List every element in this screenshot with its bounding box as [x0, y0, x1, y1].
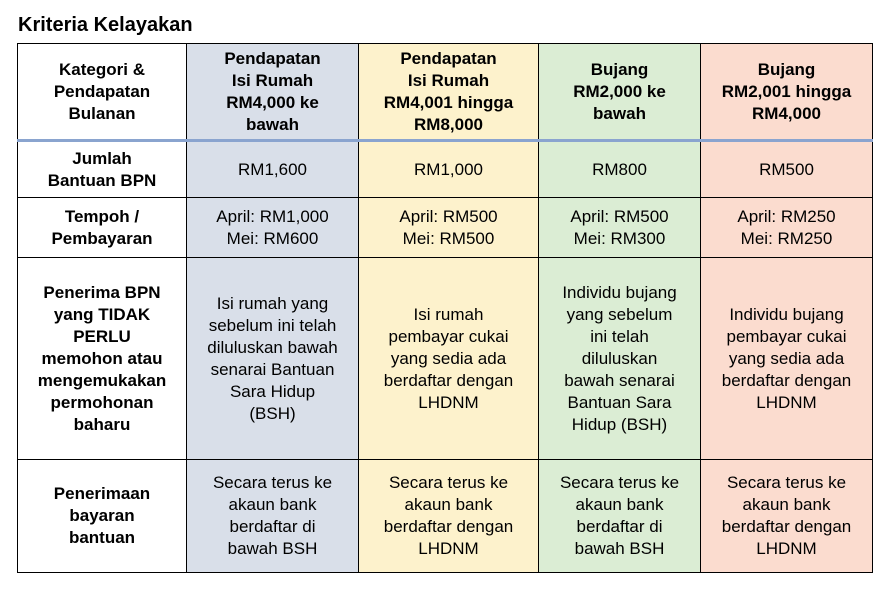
- row-label-line: Penerima BPN: [43, 282, 161, 302]
- table-cell: [187, 258, 359, 460]
- header-line: bawah: [593, 103, 646, 123]
- table-cell: [701, 198, 873, 258]
- cell-line: Secara terus ke: [388, 473, 509, 492]
- cell-line: Isi rumah: [413, 304, 484, 324]
- row-label-amount: [18, 141, 187, 198]
- header-line: Kategori &: [59, 59, 145, 79]
- table-header-row: [18, 44, 873, 141]
- cell-line: RM1,000: [414, 159, 483, 179]
- cell-line: Secara terus ke: [212, 473, 333, 492]
- row-label-line: Tempoh /: [64, 206, 140, 226]
- cell-line: bawah senarai: [564, 370, 675, 390]
- cell-line: Mei: RM600: [226, 228, 319, 248]
- header-household-4001-8000: [359, 44, 539, 141]
- row-label-line: bayaran: [69, 506, 135, 525]
- cell-line: RM800: [592, 159, 647, 179]
- table-cell: [187, 198, 359, 258]
- table-cell: [187, 141, 359, 198]
- header-line: Pendapatan: [400, 48, 497, 68]
- cell-line: Sara Hidup: [229, 381, 316, 401]
- cell-line: berdaftar dengan: [383, 517, 514, 536]
- header-single-2001-4000: [701, 44, 873, 141]
- cell-line: berdaftar dengan: [721, 370, 852, 390]
- table-cell: [359, 460, 539, 573]
- cell-line: bawah BSH: [227, 539, 318, 558]
- table-cell: [187, 460, 359, 573]
- cell-line: LHDNM: [756, 392, 817, 412]
- row-label-payment: [18, 460, 187, 573]
- row-label-line: mengemukakan: [37, 370, 167, 390]
- header-single-2000-below: [539, 44, 701, 141]
- table-row: [18, 258, 873, 460]
- table-row: [18, 198, 873, 258]
- cell-line: berdaftar dengan: [383, 370, 514, 390]
- table-cell: [359, 198, 539, 258]
- cell-line: (BSH): [249, 403, 296, 423]
- cell-line: April: RM500: [399, 206, 498, 226]
- cell-line: Mei: RM300: [573, 228, 666, 248]
- row-label-line: Pembayaran: [51, 228, 153, 248]
- row-label-line: baharu: [73, 414, 131, 434]
- cell-line: April: RM1,000: [216, 206, 329, 226]
- header-line: Pendapatan: [224, 48, 321, 68]
- row-label-period: [18, 198, 187, 258]
- row-label-line: Penerimaan: [53, 484, 151, 503]
- header-line: Isi Rumah: [407, 70, 490, 90]
- cell-line: Hidup (BSH): [571, 414, 668, 434]
- cell-line: yang sebelum: [566, 304, 673, 324]
- row-label-line: yang TIDAK: [53, 304, 151, 324]
- cell-line: Mei: RM500: [402, 228, 495, 248]
- cell-line: yang sedia ada: [728, 348, 845, 368]
- cell-line: diluluskan bawah: [207, 337, 338, 357]
- table-row: [18, 141, 873, 198]
- cell-line: ini telah: [590, 326, 649, 346]
- row-label-line: bantuan: [68, 528, 136, 547]
- cell-line: berdaftar di: [576, 517, 663, 536]
- row-label-line: permohonan: [50, 392, 154, 412]
- cell-line: April: RM500: [570, 206, 669, 226]
- cell-line: LHDNM: [418, 392, 479, 412]
- cell-line: Secara terus ke: [726, 473, 847, 492]
- header-line: RM4,001 hingga: [383, 92, 514, 112]
- row-label-line: PERLU: [73, 326, 131, 346]
- cell-line: April: RM250: [737, 206, 836, 226]
- cell-line: Isi rumah yang: [216, 293, 329, 313]
- header-line: Pendapatan: [53, 81, 151, 101]
- row-label-line: memohon atau: [41, 348, 163, 368]
- cell-line: akaun bank: [228, 495, 317, 514]
- cell-line: berdaftar dengan: [721, 517, 852, 536]
- table-row: [18, 460, 873, 573]
- cell-line: diluluskan: [581, 348, 658, 368]
- cell-line: akaun bank: [742, 495, 831, 514]
- table-cell: [701, 258, 873, 460]
- cell-line: RM1,600: [238, 159, 307, 179]
- table-cell: [539, 460, 701, 573]
- cell-line: Individu bujang: [729, 304, 844, 324]
- header-line: Bujang: [757, 59, 816, 79]
- table-cell: [701, 141, 873, 198]
- table-cell: [359, 258, 539, 460]
- row-label-recipients: [18, 258, 187, 460]
- cell-line: LHDNM: [756, 539, 817, 558]
- table-cell: [701, 460, 873, 573]
- row-label-line: Jumlah: [72, 148, 132, 168]
- cell-line: pembayar cukai: [726, 326, 847, 346]
- table-cell: [539, 198, 701, 258]
- cell-line: Bantuan Sara: [567, 392, 672, 412]
- cell-line: Mei: RM250: [740, 228, 833, 248]
- cell-line: yang sedia ada: [390, 348, 507, 368]
- header-line: RM4,000 ke: [226, 92, 319, 112]
- cell-line: Secara terus ke: [559, 473, 680, 492]
- header-category: [18, 44, 187, 141]
- cell-line: bawah BSH: [574, 539, 665, 558]
- cell-line: Individu bujang: [562, 282, 677, 302]
- header-line: Bujang: [590, 59, 649, 79]
- cell-line: sebelum ini telah: [208, 315, 337, 335]
- cell-line: akaun bank: [575, 495, 664, 514]
- cell-line: pembayar cukai: [388, 326, 509, 346]
- header-line: Bulanan: [68, 103, 136, 123]
- header-line: RM2,000 ke: [573, 81, 666, 101]
- header-household-4000-below: [187, 44, 359, 141]
- header-line: RM8,000: [414, 114, 483, 134]
- table-cell: [539, 141, 701, 198]
- eligibility-table: [17, 43, 873, 573]
- header-line: RM2,001 hingga: [721, 81, 852, 101]
- header-line: bawah: [246, 114, 299, 134]
- cell-line: berdaftar di: [229, 517, 316, 536]
- table-cell: [359, 141, 539, 198]
- cell-line: RM500: [759, 159, 814, 179]
- header-line: RM4,000: [752, 103, 821, 123]
- cell-line: akaun bank: [404, 495, 493, 514]
- table-cell: [539, 258, 701, 460]
- cell-line: LHDNM: [418, 539, 479, 558]
- page-title: Kriteria Kelayakan: [18, 14, 193, 36]
- header-line: Isi Rumah: [231, 70, 314, 90]
- row-label-line: Bantuan BPN: [47, 170, 157, 190]
- cell-line: senarai Bantuan: [210, 359, 335, 379]
